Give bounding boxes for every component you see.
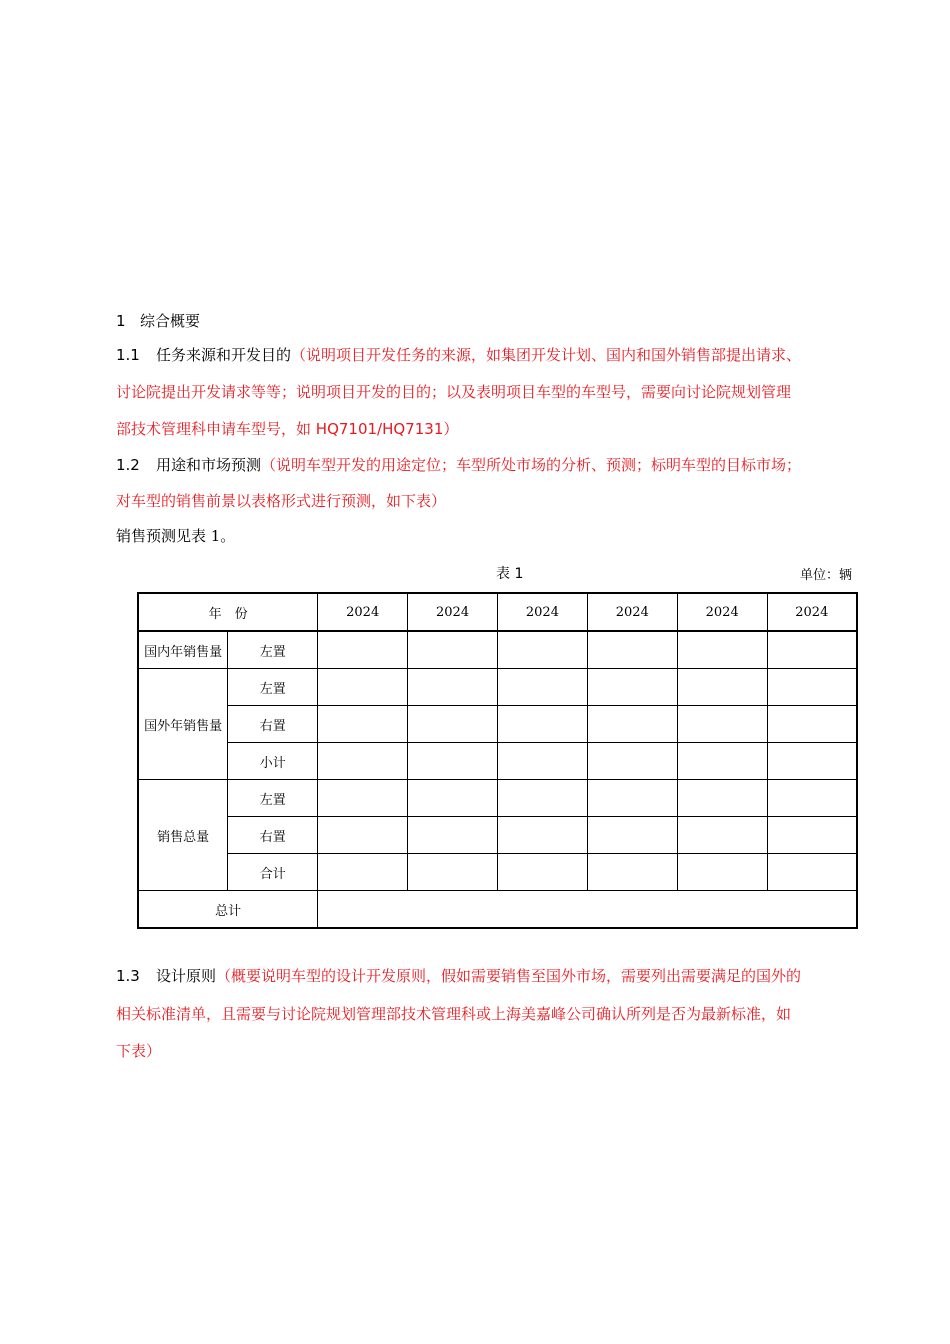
data-cell — [318, 743, 408, 780]
table-unit: 单位：辆 — [800, 568, 853, 583]
data-cell — [767, 780, 857, 817]
year-cell: 2024 — [408, 593, 498, 631]
instruction-text: 对车型的销售前景以表格形式进行预测，如下表） — [116, 492, 447, 510]
instruction-text: 讨论院提出开发请求等等；说明项目开发的目的；以及表明项目车型的车型号，需要向 — [116, 383, 687, 401]
data-cell — [498, 669, 588, 706]
data-cell — [587, 743, 677, 780]
data-cell — [318, 854, 408, 891]
section-1-3-line1 — [116, 966, 801, 986]
section-1-1-line3 — [116, 419, 458, 439]
section-1-2-line2 — [116, 491, 446, 511]
data-cell — [408, 854, 498, 891]
section-1-3-line2 — [116, 1004, 791, 1024]
instruction-text: （概要说明车型的设计开发原则，假如需要销售至国外市场，需要列出需要满足的国外的 — [216, 967, 802, 985]
data-cell — [498, 706, 588, 743]
row-sub-label: 左置 — [228, 780, 318, 817]
section-title: 综合概要 — [140, 312, 201, 330]
data-cell — [677, 669, 767, 706]
data-cell — [408, 743, 498, 780]
data-cell — [318, 631, 408, 669]
section-number: 1 — [116, 312, 126, 330]
data-cell — [767, 743, 857, 780]
section-number: 1.1 — [116, 346, 140, 364]
data-cell — [318, 817, 408, 854]
instruction-text: （说明车型开发的用途定位；车型所处市场的分析、预测；标明车型的目标市场； — [261, 456, 802, 474]
table-row — [138, 706, 857, 743]
grand-total-label: 总计 — [138, 891, 318, 929]
data-cell — [767, 817, 857, 854]
row-sub-label: 右置 — [228, 706, 318, 743]
data-cell — [587, 780, 677, 817]
row-sub-label: 左置 — [228, 669, 318, 706]
table-row — [138, 669, 857, 706]
row-group-label: 国内年销售量 — [138, 631, 228, 669]
year-cell: 2024 — [587, 593, 677, 631]
section-1-1-line1 — [116, 345, 801, 365]
data-cell — [677, 817, 767, 854]
data-cell — [767, 706, 857, 743]
table-row — [138, 891, 857, 929]
data-cell — [767, 854, 857, 891]
table-row — [138, 743, 857, 780]
table-caption: 表 1 — [496, 566, 524, 582]
data-cell — [498, 631, 588, 669]
data-cell — [408, 706, 498, 743]
table-row — [138, 631, 857, 669]
instruction-text: 讨论院规划管理 — [686, 383, 792, 401]
grand-total-cell — [318, 891, 857, 929]
data-cell — [677, 854, 767, 891]
year-label-cell: 年 份 — [138, 593, 318, 631]
row-sub-label: 小计 — [228, 743, 318, 780]
section-1-3-line3 — [116, 1041, 161, 1061]
row-group-label: 国外年销售量 — [138, 669, 228, 780]
section-1-1-line2 — [116, 382, 791, 402]
data-cell — [318, 669, 408, 706]
year-cell: 2024 — [318, 593, 408, 631]
data-cell — [408, 669, 498, 706]
instruction-text: 部技术管理科 — [116, 420, 207, 438]
row-sub-label: 右置 — [228, 817, 318, 854]
section-number: 1.3 — [116, 967, 140, 985]
row-sub-label: 合计 — [228, 854, 318, 891]
year-cell: 2024 — [498, 593, 588, 631]
section-title: 用途和市场预测 — [156, 456, 262, 474]
data-cell — [767, 669, 857, 706]
row-sub-label: 左置 — [228, 631, 318, 669]
instruction-text: 相关标准清单，且需要与讨论院规划管理部技术管理科或上海美嘉峰公司确认所列是否为最新标准，如 — [116, 1005, 792, 1023]
sales-forecast-note: 销售预测见表 1。 — [116, 527, 236, 545]
data-cell — [677, 780, 767, 817]
data-cell — [587, 706, 677, 743]
section-1-heading — [116, 311, 200, 331]
data-cell — [318, 780, 408, 817]
table-row — [138, 854, 857, 891]
table-row — [138, 817, 857, 854]
instruction-text: 下表） — [116, 1042, 162, 1060]
data-cell — [498, 780, 588, 817]
data-cell — [677, 706, 767, 743]
year-cell: 2024 — [767, 593, 857, 631]
row-group-label: 销售总量 — [138, 780, 228, 891]
data-cell — [587, 669, 677, 706]
year-cell: 2024 — [677, 593, 767, 631]
data-cell — [587, 631, 677, 669]
table-row — [138, 780, 857, 817]
data-cell — [408, 817, 498, 854]
data-cell — [498, 854, 588, 891]
data-cell — [677, 743, 767, 780]
data-cell — [767, 631, 857, 669]
sales-forecast-table — [137, 592, 858, 929]
instruction-text: 申请车型号，如 HQ7101/HQ7131） — [206, 420, 459, 438]
data-cell — [408, 631, 498, 669]
section-number: 1.2 — [116, 456, 140, 474]
data-cell — [587, 817, 677, 854]
section-title: 设计原则 — [156, 967, 217, 985]
data-cell — [318, 706, 408, 743]
section-1-2-line1 — [116, 455, 801, 475]
table-header-row — [138, 593, 857, 631]
data-cell — [587, 854, 677, 891]
instruction-text: （说明项目开发任务的来源，如集团开发计划、国内和国外销售部提出请求、 — [291, 346, 802, 364]
data-cell — [498, 817, 588, 854]
data-cell — [408, 780, 498, 817]
section-title: 任务来源和开发目的 — [156, 346, 292, 364]
data-cell — [677, 631, 767, 669]
data-cell — [498, 743, 588, 780]
